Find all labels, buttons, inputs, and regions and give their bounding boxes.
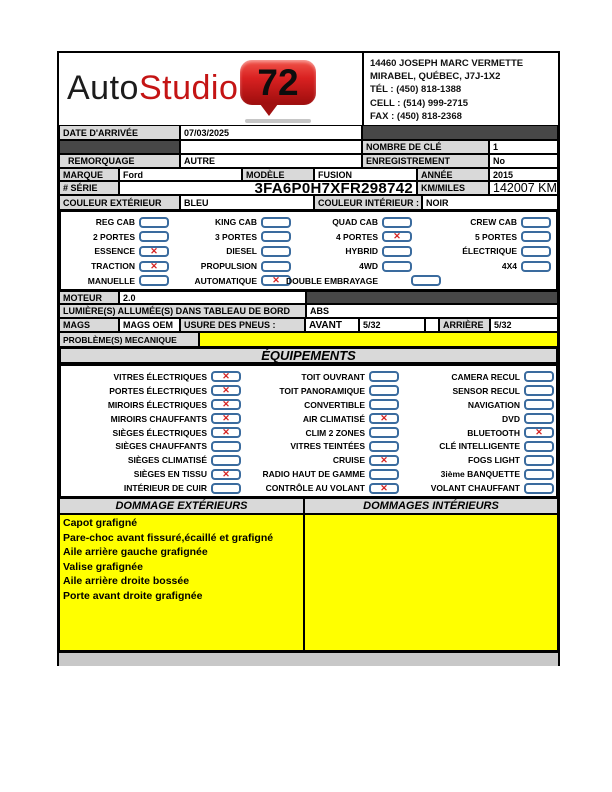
- vitres-electriques-checkbox[interactable]: [211, 371, 241, 382]
- checkbox-row: [411, 426, 554, 440]
- row-serie-km: [59, 181, 558, 195]
- dark-spacer-cell: [362, 125, 558, 140]
- empty-cell: [180, 140, 362, 154]
- x-mark-icon: ✕: [380, 482, 388, 493]
- company-address-block: [370, 57, 558, 123]
- checkbox-row: [61, 453, 241, 467]
- 4x4-checkbox[interactable]: [521, 261, 551, 272]
- text-line: Pare-choc avant fissuré,écaillé et grafigné: [63, 531, 274, 544]
- 4-portes-checkbox[interactable]: [382, 231, 412, 242]
- equipements-checkbox-section: [59, 364, 558, 498]
- 3-portes-checkbox[interactable]: [261, 231, 291, 242]
- air-climatise-label: AIR CLIMATISÉ: [302, 413, 365, 424]
- couleur-exterieur-label: COULEUR EXTÉRIEUR: [59, 195, 180, 210]
- mags-value: MAGS OEM: [119, 318, 180, 332]
- row-moteur: [59, 291, 558, 304]
- sieges-electriques-checkbox[interactable]: [211, 427, 241, 438]
- x-mark-icon: ✕: [393, 231, 401, 242]
- sieges-en-tissu-label: SIÈGES EN TISSU: [133, 469, 207, 480]
- quad-cab-label: QUAD CAB: [332, 217, 378, 228]
- sieges-climatise-label: SIÈGES CLIMATISÉ: [127, 455, 207, 466]
- quad-cab-checkbox[interactable]: [382, 217, 412, 228]
- row-dommages-content: [59, 514, 558, 651]
- traction-checkbox[interactable]: [139, 261, 169, 272]
- equipements-column-2: [249, 370, 399, 495]
- nombre-cle-value: 1: [489, 140, 558, 154]
- checkbox-row: [169, 215, 291, 230]
- 4-portes-label: 4 PORTES: [335, 231, 378, 242]
- reg-cab-checkbox[interactable]: [139, 217, 169, 228]
- essence-label: ESSENCE: [94, 246, 135, 257]
- vitres-teintees-label: VITRES TEINTÉES: [290, 441, 365, 452]
- checkbox-row: [61, 426, 241, 440]
- checkbox-row: [61, 439, 241, 453]
- cruise-checkbox[interactable]: [369, 455, 399, 466]
- annee-label: ANNÉE: [417, 168, 489, 181]
- marque-value: Ford: [119, 168, 242, 181]
- checkbox-row: [249, 467, 399, 481]
- 3-portes-label: 3 PORTES: [214, 231, 257, 242]
- dark-spacer-cell: [306, 291, 558, 304]
- cle-intelligente-label: CLÉ INTELLIGENTE: [439, 441, 520, 452]
- checkbox-row: [249, 370, 399, 384]
- avant-label: AVANT: [305, 318, 359, 332]
- convertible-label: CONVERTIBLE: [304, 399, 365, 410]
- checkbox-row: [411, 439, 554, 453]
- checkbox-row: [249, 453, 399, 467]
- 4x4-label: 4X4: [501, 261, 517, 272]
- checkbox-row: [249, 398, 399, 412]
- x-mark-icon: ✕: [150, 245, 158, 256]
- manuelle-label: MANUELLE: [87, 275, 135, 286]
- x-mark-icon: ✕: [272, 275, 280, 286]
- remorquage-value: AUTRE: [180, 154, 362, 168]
- 5-portes-checkbox[interactable]: [521, 231, 551, 242]
- config-column-1: [63, 215, 169, 288]
- clim-2-zones-checkbox[interactable]: [369, 427, 399, 438]
- navigation-label: NAVIGATION: [467, 399, 520, 410]
- logo-text-studio: Studio: [138, 69, 239, 107]
- checkbox-row: [291, 215, 412, 230]
- portes-electriques-label: PORTES ÉLECTRIQUES: [109, 385, 207, 396]
- controle-au-volant-label: CONTRÔLE AU VOLANT: [265, 483, 365, 494]
- air-climatise-checkbox[interactable]: [369, 413, 399, 424]
- x-mark-icon: ✕: [150, 260, 158, 271]
- electrique-label: ÉLECTRIQUE: [462, 246, 517, 257]
- km-value: 142007 KM: [489, 181, 558, 195]
- probleme-mecanique-value: [199, 332, 558, 347]
- checkbox-row: [411, 467, 554, 481]
- toit-panoramique-checkbox[interactable]: [369, 385, 399, 396]
- footer-gray-bar: [59, 651, 558, 666]
- checkbox-row: [63, 244, 169, 259]
- camera-recul-label: CAMERA RECUL: [451, 371, 520, 382]
- annee-value: 2015: [489, 168, 558, 181]
- controle-au-volant-checkbox[interactable]: [369, 483, 399, 494]
- essence-checkbox[interactable]: [139, 246, 169, 257]
- config-column-4: [419, 215, 551, 273]
- checkbox-row: [169, 230, 291, 245]
- row-couleurs: [59, 195, 558, 210]
- dvd-label: DVD: [502, 413, 520, 424]
- couleur-interieur-value: NOIR: [422, 195, 558, 210]
- x-mark-icon: ✕: [222, 399, 230, 410]
- 5-portes-label: 5 PORTES: [474, 231, 517, 242]
- equipements-section-title: ÉQUIPEMENTS: [59, 347, 558, 364]
- propulsion-checkbox[interactable]: [261, 261, 291, 272]
- nombre-cle-label: NOMBRE DE CLÉ: [362, 140, 489, 154]
- checkbox-row: [411, 412, 554, 426]
- x-mark-icon: ✕: [222, 413, 230, 424]
- double-embrayage-label: DOUBLE EMBRAYAGE: [286, 275, 378, 286]
- checkbox-row: [63, 259, 169, 274]
- row-nombre-cle: [59, 140, 558, 154]
- checkbox-row: [419, 259, 551, 274]
- badge-shadow: [245, 119, 311, 123]
- vehicle-inspection-form: [57, 51, 560, 666]
- autostudio-logo: [67, 69, 238, 108]
- logo-text-auto: Auto: [67, 69, 139, 107]
- dommages-interieurs-notes: [304, 514, 558, 651]
- crew-cab-checkbox[interactable]: [521, 217, 551, 228]
- checkbox-row: [63, 273, 169, 288]
- checkbox-row: [411, 481, 554, 495]
- miroirs-chauffants-checkbox[interactable]: [211, 413, 241, 424]
- fogs-light-checkbox[interactable]: [524, 455, 554, 466]
- row-marque-modele-annee: [59, 168, 558, 181]
- checkbox-row: [291, 230, 412, 245]
- checkbox-row: [419, 230, 551, 245]
- diesel-checkbox[interactable]: [261, 246, 291, 257]
- moteur-label: MOTEUR: [59, 291, 119, 304]
- sieges-climatise-checkbox[interactable]: [211, 455, 241, 466]
- checkbox-row: [419, 244, 551, 259]
- miroirs-electriques-label: MIROIRS ÉLECTRIQUES: [107, 399, 207, 410]
- row-remorquage: [59, 154, 558, 168]
- checkbox-row: [61, 370, 241, 384]
- checkbox-row: [169, 244, 291, 259]
- dommages-interieurs-title: DOMMAGES INTÉRIEURS: [304, 498, 558, 514]
- text-line: CELL : (514) 999-2715: [370, 97, 469, 109]
- text-line: Porte avant droite grafignée: [63, 589, 203, 602]
- dark-spacer-cell: [59, 140, 180, 154]
- date-arrivee-value: 07/03/2025: [180, 125, 362, 140]
- couleur-interieur-label: COULEUR INTÉRIEUR :: [314, 195, 422, 210]
- checkbox-row: [61, 412, 241, 426]
- checkbox-row: [291, 244, 412, 259]
- probleme-mecanique-label: PROBLÈME(S) MECANIQUE: [59, 332, 199, 347]
- cruise-label: CRUISE: [332, 455, 365, 466]
- row-mags-pneus: [59, 318, 558, 332]
- clim-2-zones-label: CLIM 2 ZONES: [305, 427, 365, 438]
- checkbox-row: [249, 412, 399, 426]
- config-checkbox-section: [59, 210, 558, 291]
- bluetooth-checkbox[interactable]: [524, 427, 554, 438]
- 2-portes-checkbox[interactable]: [139, 231, 169, 242]
- form-header: [59, 53, 558, 125]
- config-column-3: [286, 215, 412, 288]
- camera-recul-checkbox[interactable]: [524, 371, 554, 382]
- text-line: Aile arrière droite bossée: [63, 575, 190, 587]
- moteur-value: 2.0: [119, 291, 306, 304]
- km-label: KM/MILES: [417, 181, 489, 195]
- x-mark-icon: ✕: [222, 427, 230, 437]
- king-cab-checkbox[interactable]: [261, 217, 291, 228]
- serie-value: 3FA6P0H7XFR298742: [119, 181, 417, 195]
- checkbox-row: [419, 215, 551, 230]
- x-mark-icon: ✕: [380, 454, 388, 465]
- row-date-arrivee: [59, 125, 558, 140]
- x-mark-icon: ✕: [222, 371, 230, 382]
- checkbox-row: [249, 439, 399, 453]
- navigation-checkbox[interactable]: [524, 399, 554, 410]
- x-mark-icon: ✕: [535, 427, 543, 437]
- bluetooth-label: BLUETOOTH: [467, 427, 520, 438]
- 4wd-label: 4WD: [359, 261, 378, 272]
- row-lumiere: [59, 304, 558, 318]
- avant-value: 5/32: [359, 318, 425, 332]
- lumiere-value: ABS: [306, 304, 558, 318]
- gap-cell: [425, 318, 439, 332]
- date-arrivee-label: DATE D'ARRIVÉE: [59, 125, 180, 140]
- text-line: 14460 JOSEPH MARC VERMETTE: [370, 58, 524, 69]
- automatique-label: AUTOMATIQUE: [194, 275, 257, 286]
- checkbox-row: [411, 398, 554, 412]
- toit-panoramique-label: TOIT PANORAMIQUE: [279, 385, 365, 396]
- row-probleme-mecanique: [59, 332, 558, 347]
- enregistrement-value: No: [489, 154, 558, 168]
- vitres-electriques-label: VITRES ÉLECTRIQUES: [113, 371, 207, 382]
- manuelle-checkbox[interactable]: [139, 275, 169, 286]
- sensor-recul-label: SENSOR RECUL: [452, 385, 520, 396]
- traction-label: TRACTION: [91, 261, 135, 272]
- couleur-exterieur-value: BLEU: [180, 195, 314, 210]
- dommage-exterieurs-title: DOMMAGE EXTÉRIEURS: [59, 498, 304, 514]
- checkbox-row: [61, 398, 241, 412]
- equipements-column-1: [61, 370, 241, 495]
- serie-label: # SÉRIE: [59, 181, 119, 195]
- radio-haut-de-gamme-checkbox[interactable]: [369, 469, 399, 480]
- portes-electriques-checkbox[interactable]: [211, 385, 241, 396]
- row-dommages-headers: [59, 498, 558, 514]
- radio-haut-de-gamme-label: RADIO HAUT DE GAMME: [262, 469, 365, 480]
- text-line: FAX : (450) 818-2368: [370, 110, 462, 122]
- 3ieme-banquette-label: 3ième BANQUETTE: [440, 469, 520, 480]
- crew-cab-label: CREW CAB: [470, 217, 517, 228]
- interieur-de-cuir-checkbox[interactable]: [211, 483, 241, 494]
- equipements-column-3: [411, 370, 554, 495]
- x-mark-icon: ✕: [222, 468, 230, 479]
- checkbox-row: [169, 273, 291, 288]
- diesel-label: DIESEL: [226, 246, 257, 257]
- x-mark-icon: ✕: [380, 413, 388, 424]
- sieges-chauffants-checkbox[interactable]: [211, 441, 241, 452]
- lumiere-label: LUMIÈRE(S) ALLUMÉE(S) DANS TABLEAU DE BORD: [59, 304, 306, 318]
- mags-label: MAGS: [59, 318, 119, 332]
- checkbox-row: [411, 453, 554, 467]
- interieur-de-cuir-label: INTÉRIEUR DE CUIR: [123, 483, 207, 494]
- checkbox-row: [63, 215, 169, 230]
- cle-intelligente-checkbox[interactable]: [524, 441, 554, 452]
- volant-chauffant-label: VOLANT CHAUFFANT: [430, 483, 520, 494]
- text-line: Valise grafignée: [63, 560, 143, 573]
- electrique-checkbox[interactable]: [521, 246, 551, 257]
- arriere-value: 5/32: [490, 318, 558, 332]
- propulsion-label: PROPULSION: [200, 261, 257, 272]
- miroirs-chauffants-label: MIROIRS CHAUFFANTS: [110, 413, 207, 424]
- checkbox-row: [169, 259, 291, 274]
- modele-label: MODÈLE: [242, 168, 314, 181]
- usure-pneus-label: USURE DES PNEUS :: [180, 318, 305, 332]
- checkbox-row: [286, 273, 412, 288]
- x-mark-icon: ✕: [222, 385, 230, 396]
- text-line: MIRABEL, QUÉBEC, J7J-1X2: [370, 71, 501, 83]
- dommage-exterieurs-notes: [59, 514, 304, 651]
- toit-ouvrant-checkbox[interactable]: [369, 371, 399, 382]
- marque-label: MARQUE: [59, 168, 119, 181]
- double-embrayage-checkbox[interactable]: [411, 275, 441, 286]
- sensor-recul-checkbox[interactable]: [524, 385, 554, 396]
- sieges-chauffants-label: SIÈGES CHAUFFANTS: [115, 441, 207, 452]
- checkbox-row: [61, 467, 241, 481]
- logo-72-badge: [240, 60, 316, 105]
- sieges-electriques-label: SIÈGES ÉLECTRIQUES: [112, 427, 207, 438]
- 3ieme-banquette-checkbox[interactable]: [524, 469, 554, 480]
- checkbox-row: [249, 481, 399, 495]
- checkbox-row: [291, 259, 412, 274]
- hybrid-checkbox[interactable]: [382, 246, 412, 257]
- 4wd-checkbox[interactable]: [382, 261, 412, 272]
- king-cab-label: KING CAB: [214, 217, 257, 228]
- checkbox-row: [63, 230, 169, 245]
- header-divider: [362, 53, 364, 125]
- miroirs-electriques-checkbox[interactable]: [211, 399, 241, 410]
- checkbox-row: [249, 426, 399, 440]
- convertible-checkbox[interactable]: [369, 399, 399, 410]
- 2-portes-label: 2 PORTES: [92, 231, 135, 242]
- remorquage-label: REMORQUAGE: [59, 154, 180, 168]
- arriere-label: ARRIÈRE: [439, 318, 490, 332]
- fogs-light-label: FOGS LIGHT: [468, 455, 520, 466]
- badge-number: 72: [257, 62, 299, 103]
- dvd-checkbox[interactable]: [524, 413, 554, 424]
- text-line: TÉL : (450) 818-1388: [370, 84, 462, 96]
- checkbox-row: [249, 384, 399, 398]
- checkbox-row: [61, 481, 241, 495]
- checkbox-row: [411, 370, 554, 384]
- reg-cab-label: REG CAB: [95, 217, 135, 228]
- vitres-teintees-checkbox[interactable]: [369, 441, 399, 452]
- text-line: Capot grafigné: [63, 517, 138, 529]
- checkbox-row: [61, 384, 241, 398]
- config-column-2: [169, 215, 291, 288]
- toit-ouvrant-label: TOIT OUVRANT: [301, 371, 365, 382]
- checkbox-row: [411, 384, 554, 398]
- modele-value: FUSION: [314, 168, 417, 181]
- text-line: Aile arrière gauche grafignée: [63, 546, 208, 558]
- enregistrement-label: ENREGISTREMENT: [362, 154, 489, 168]
- volant-chauffant-checkbox[interactable]: [524, 483, 554, 494]
- sieges-en-tissu-checkbox[interactable]: [211, 469, 241, 480]
- hybrid-label: HYBRID: [345, 246, 378, 257]
